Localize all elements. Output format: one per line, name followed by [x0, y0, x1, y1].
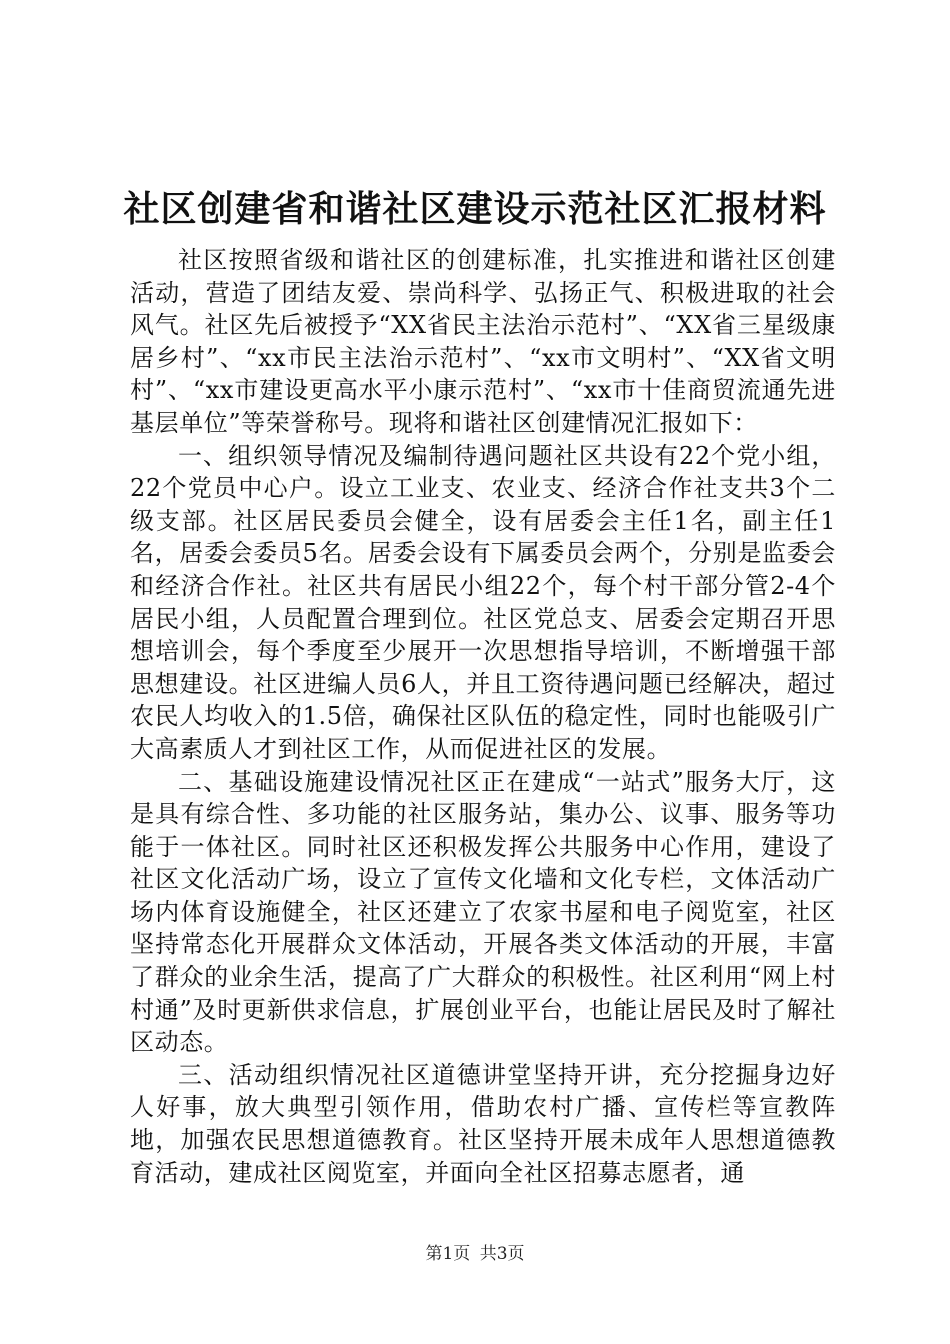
document-body: [130, 244, 836, 1189]
page-number: 第1页: [425, 1244, 471, 1264]
paragraph-organization: 一、组织领导情况及编制待遇问题社区共设有22个党小组，22个党员中心户。设立工业支、农业支、经济合作社支共3个二级支部。社区居民委员会健全，设有居委会主任1名，副主任1名，居委会委员5名。居委会设有下属委员会两个，分别是监委会和经济合作社。社区共有居民小组22个，每个村干部分管2-4个居民小组，人员配置合理到位。社区党总支、居委会定期召开思想培训会，每个季度至少展开一次思想指导培训，不断增强干部思想建设。社区进编人员6人，并且工资待遇问题已经解决，超过农民人均收入的1.5倍，确保社区队伍的稳定性，同时也能吸引广大高素质人才到社区工作，从而促进社区的发展。: [130, 441, 836, 763]
paragraph-intro: 社区按照省级和谐社区的创建标准，扎实推进和谐社区创建活动，营造了团结友爱、崇尚科学、弘扬正气、积极进取的社会风气。社区先后被授予“XX省民主法治示范村”、“XX省三星级康居乡村”、“xx市民主法治示范村”、“xx市文明村”、“XX省文明村”、“xx市建设更高水平小康示范村”、“xx市十佳商贸流通先进基层单位”等荣誉称号。现将和谐社区创建情况汇报如下：: [130, 246, 836, 437]
document-title: 社区创建省和谐社区建设示范社区汇报材料: [123, 188, 827, 230]
page-footer: [0, 1242, 950, 1266]
page-total: 共3页: [479, 1244, 525, 1264]
paragraph-infrastructure: 二、基础设施建设情况社区正在建成“一站式”服务大厅，这是具有综合性、多功能的社区服务站，集办公、议事、服务等功能于一体社区。同时社区还积极发挥公共服务中心作用，建设了社区文化活动广场，设立了宣传文化墙和文化专栏，文体活动广场内体育设施健全，社区还建立了农家书屋和电子阅览室，社区坚持常态化开展群众文体活动，开展各类文体活动的开展，丰富了群众的业余生活，提高了广大群众的积极性。社区利用“网上村村通”及时更新供求信息，扩展创业平台，也能让居民及时了解社区动态。: [130, 767, 836, 1057]
paragraph-activities: 三、活动组织情况社区道德讲堂坚持开讲，充分挖掘身边好人好事，放大典型引领作用，借助农村广播、宣传栏等宣教阵地，加强农民思想道德教育。社区坚持开展未成年人思想道德教育活动，建成社区阅览室，并面向全社区招募志愿者，通: [130, 1060, 836, 1187]
